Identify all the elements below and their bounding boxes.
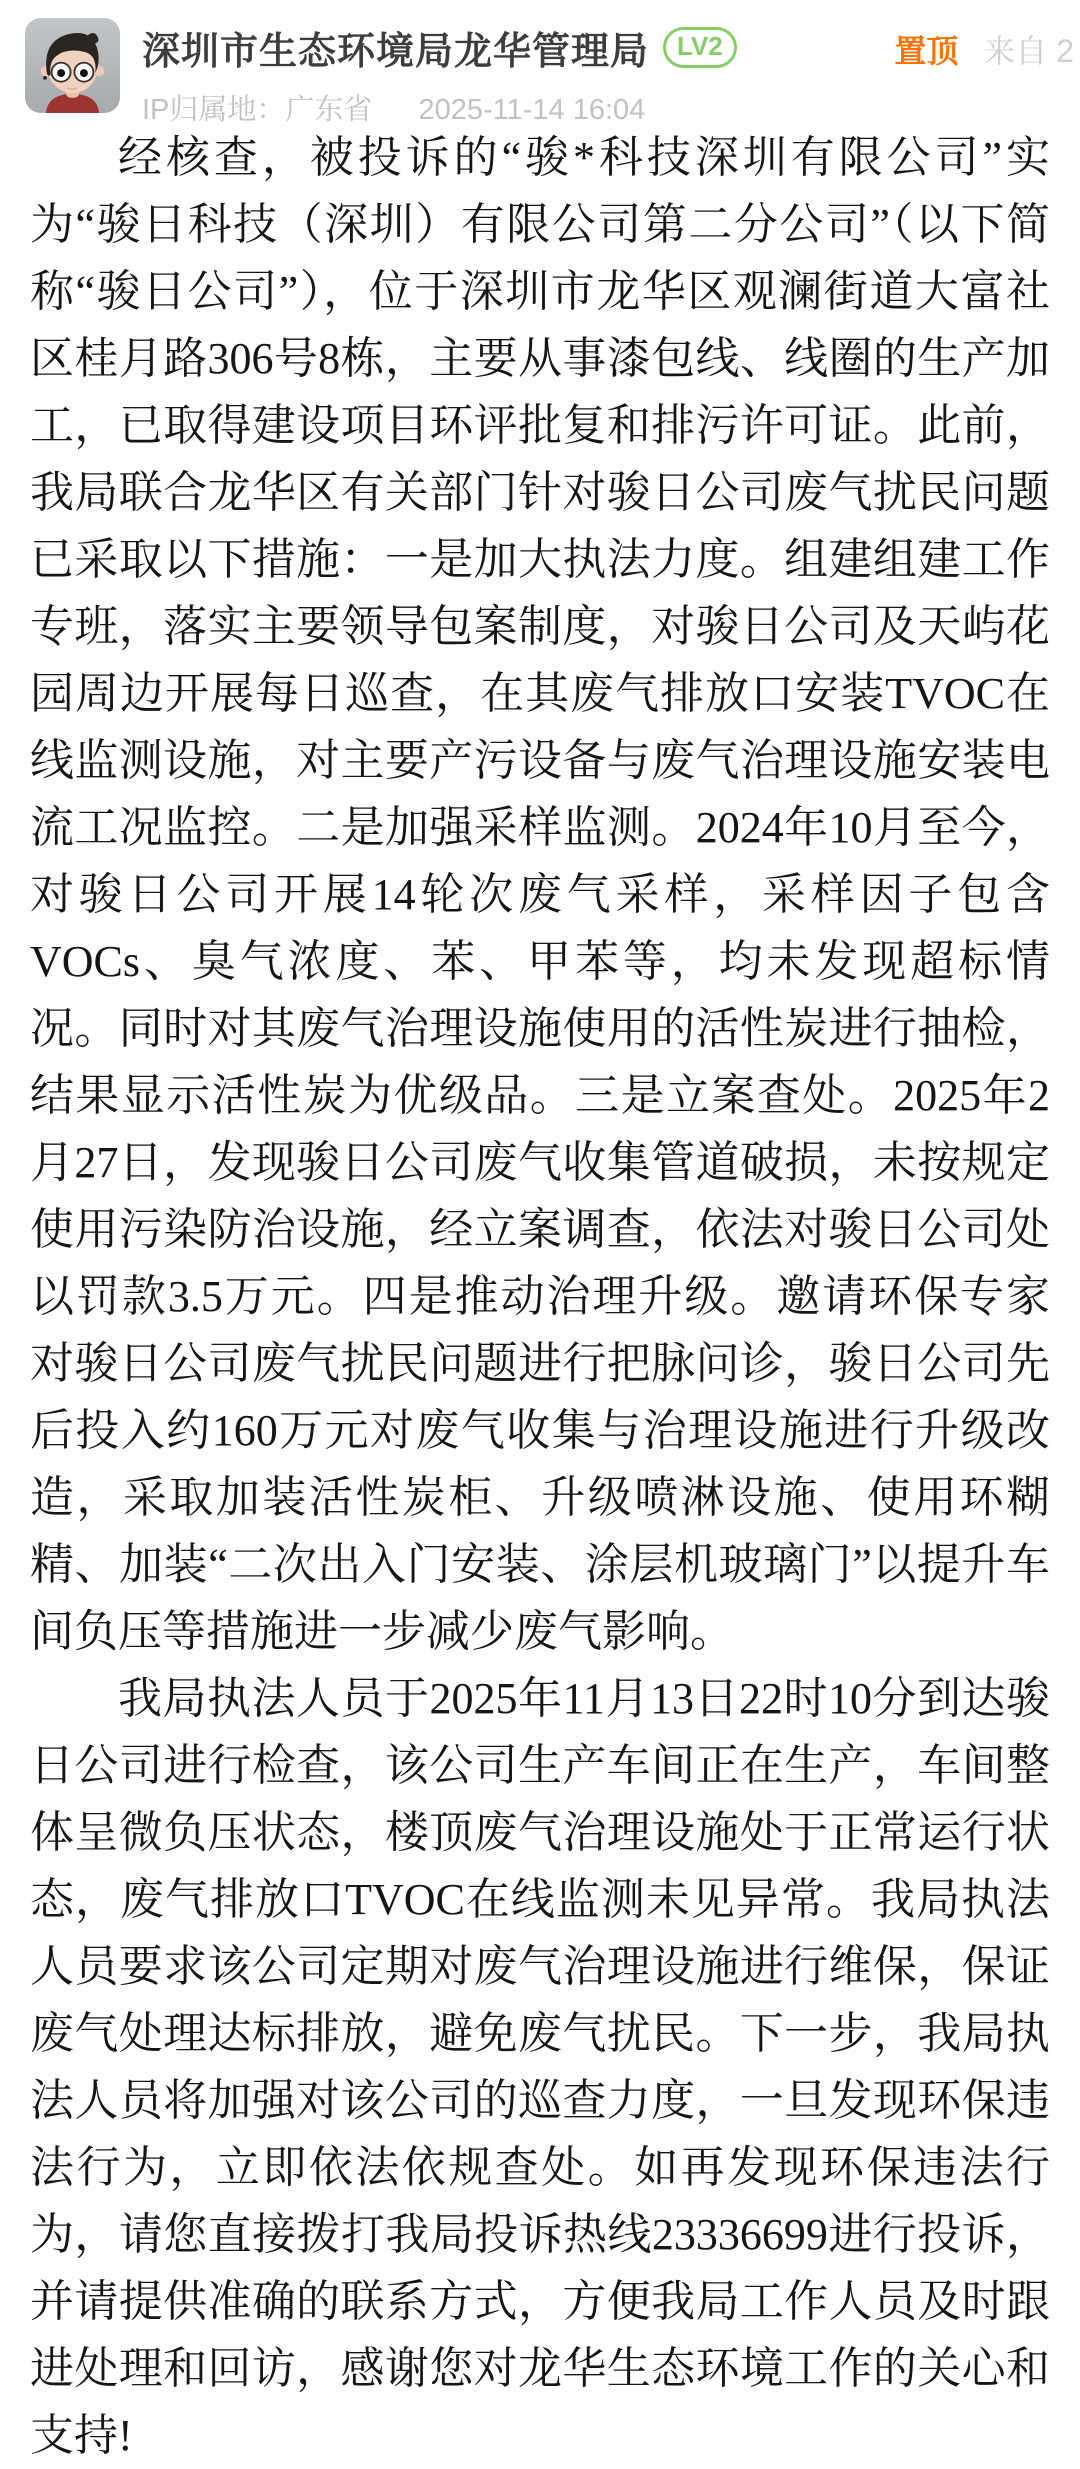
username[interactable]: 深圳市生态环境局龙华管理局 (142, 31, 650, 73)
level-badge: LV2 (663, 27, 737, 67)
user-avatar[interactable] (25, 18, 120, 113)
post-timestamp: 2025-11-14 16:04 (418, 94, 646, 126)
post-header (0, 0, 1080, 126)
header-right-labels (894, 26, 1074, 72)
pinned-badge: 置顶 (894, 33, 959, 69)
post-source-link[interactable]: 来自 2 (983, 33, 1074, 69)
ip-location-label: IP归属地：广东省 (142, 94, 373, 126)
post-content (0, 118, 1080, 2469)
post-meta (142, 87, 1055, 128)
post-paragraph-2: 我局执法人员于2025年11月13日22时10分到达骏日公司进行检查，该公司生产车间正在生产，车间整体呈微负压状态，楼顶废气治理设施处于正常运行状态，废气排放口TVOC在线监测未见异常。我局执法人员要求该公司定期对废气治理设施进行维保，保证废气处理达标排放，避免废气扰民。下一步，我局执法人员将加强对该公司的巡查力度，一旦发现环保违法行为，立即依法依规查处。如再发现环保违法行为，请您直接拨打我局投诉热线23336699进行投诉，并请提供准确的联系方式，方便我局工作人员及时跟进处理和回访，感谢您对龙华生态环境工作的关心和支持! (30, 1674, 1050, 2460)
post-paragraph-1: 经核查，被投诉的“骏*科技深圳有限公司”实为“骏日科技（深圳）有限公司第二分公司”（以下简称“骏日公司”），位于深圳市龙华区观澜街道大富社区桂月路306号8栋，主要从事漆包线、线圈的生产加工，已取得建设项目环评批复和排污许可证。此前，我局联合龙华区有关部门针对骏日公司废气扰民问题已采取以下措施：一是加大执法力度。组建组建工作专班，落实主要领导包案制度，对骏日公司及天屿花园周边开展每日巡查，在其废气排放口安装TVOC在线监测设施，对主要产污设备与废气治理设施安装电流工况监控。二是加强采样监测。2024年10月至今，对骏日公司开展14轮次废气采样，采样因子包含VOCs、臭气浓度、苯、甲苯等，均未发现超标情况。同时对其废气治理设施使用的活性炭进行抽检，结果显示活性炭为优级品。三是立案查处。2025年2月27日，发现骏日公司废气收集管道破损，未按规定使用污染防治设施，经立案调查，依法对骏日公司处以罚款3.5万元。四是推动治理升级。邀请环保专家对骏日公司废气扰民问题进行把脉问诊，骏日公司先后投入约160万元对废气收集与治理设施进行升级改造，采取加装活性炭柜、升级喷淋设施、使用环糊精、加装“二次出入门安装、涂层机玻璃门”以提升车间负压等措施进一步减少废气影响。 (30, 133, 1050, 1656)
cartoon-boy-avatar-icon (25, 18, 120, 113)
